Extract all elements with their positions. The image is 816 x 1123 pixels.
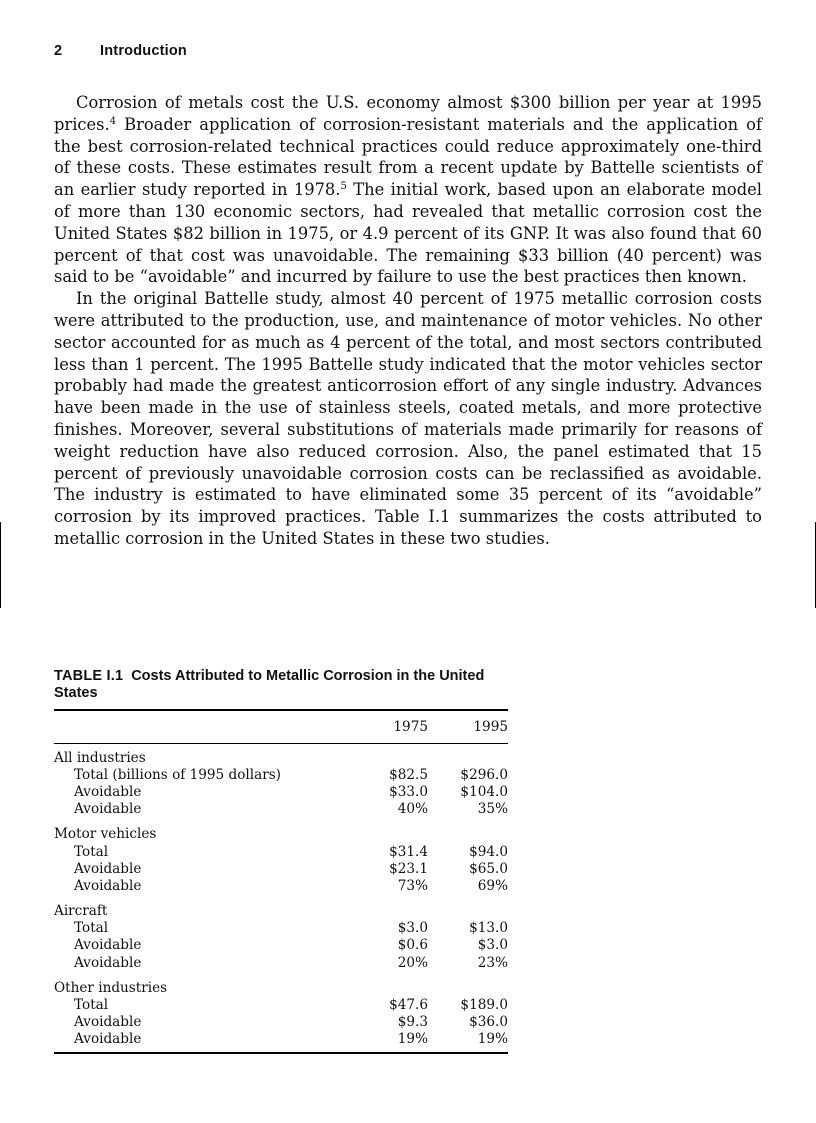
footnote-ref: 4	[109, 115, 117, 127]
row-label: Total	[74, 843, 109, 860]
value-1995: 69%	[477, 877, 508, 894]
costs-table	[54, 709, 508, 1054]
value-1995: $3.0	[477, 937, 508, 954]
table-row	[54, 920, 508, 937]
row-label: Avoidable	[74, 1031, 142, 1048]
column-header-1995: 1995	[473, 719, 508, 735]
row-label: Total	[74, 920, 109, 937]
table-row	[54, 1031, 508, 1048]
table-row	[54, 801, 508, 818]
table-row	[54, 1014, 508, 1031]
value-1995: $189.0	[460, 997, 508, 1014]
table-caption	[54, 668, 514, 702]
page-number: 2	[54, 43, 63, 59]
value-1995: $13.0	[469, 920, 508, 937]
value-1975: 19%	[397, 1031, 428, 1048]
table-row	[54, 843, 508, 860]
paragraph-text: Corrosion of metals cost the U.S. economy almost $300 billion per year at 1995 prices.	[54, 93, 762, 134]
table-row	[54, 937, 508, 954]
value-1975: 73%	[397, 877, 428, 894]
value-1975: 40%	[397, 801, 428, 818]
row-label: Avoidable	[74, 860, 142, 877]
value-1995: $296.0	[460, 766, 508, 783]
row-label: Avoidable	[74, 1014, 142, 1031]
group-name: Motor vehicles	[54, 826, 157, 843]
row-label: Avoidable	[74, 783, 142, 800]
value-1975: $23.1	[389, 860, 428, 877]
row-label: Total	[74, 997, 109, 1014]
table-group	[54, 749, 508, 818]
row-label: Avoidable	[74, 954, 142, 971]
paragraph-text: Broader application of corrosion-resistant materials and the application of the best corrosion-related technical practices could reduce approximately one-third of these costs. These estimates result from a recent update by Battelle scientists of an earlier study reported in 1978.	[54, 114, 762, 200]
value-1975: $3.0	[397, 920, 428, 937]
paragraph-text: In the original Battelle study, almost 40 percent of 1975 metallic corrosion costs were attributed to the production, use, and maintenance of motor vehicles. No other sector accounted for as much as 4 percent of the total, and most sectors contributed less than 1 percent. The 1995 Battelle study indicated that the motor vehicles sector probably had made the greatest anticorrosion effort of any single industry. Advances have been made in the use of stainless steels, coated metals, and more protective finishes. Moreover, several substitutions of materials made primarily for reasons of weight reduction have also reduced corrosion. Also, the panel estimated that 15 percent of previously unavoidable corrosion costs can be reclassified as avoidable. The industry is estimated to have eliminated some 35 percent of its “avoidable” corrosion by its improved practices. Table I.1 summarizes the costs attributed to metallic corrosion in the United States in these two studies.	[54, 289, 762, 548]
value-1975: 20%	[397, 954, 428, 971]
group-name: Aircraft	[54, 903, 108, 920]
group-heading-row	[54, 903, 508, 920]
table-row	[54, 954, 508, 971]
value-1995: $36.0	[469, 1014, 508, 1031]
row-label: Total (billions of 1995 dollars)	[74, 766, 281, 783]
table-column-header	[54, 711, 508, 743]
table-title: Costs Attributed to Metallic Corrosion in the United States	[54, 668, 485, 701]
row-label: Avoidable	[74, 877, 142, 894]
group-name: All industries	[54, 749, 146, 766]
value-1995: 35%	[477, 801, 508, 818]
value-1975: $47.6	[389, 997, 428, 1014]
value-1975: $0.6	[397, 937, 428, 954]
column-header-1975: 1975	[393, 719, 428, 735]
value-1975: $31.4	[389, 843, 428, 860]
paragraph-text: The initial work, based upon an elaborate model of more than 130 economic sectors, had revealed that metallic corrosion cost the United States $82 billion in 1975, or 4.9 percent of its GNP. It was also found that 60 percent of that cost was unavoidable. The remaining $33 billion (40 percent) was said to be “avoidable” and incurred by failure to use the best practices then known.	[54, 180, 762, 287]
table-group	[54, 826, 508, 895]
value-1995: $94.0	[469, 843, 508, 860]
value-1995: $65.0	[469, 860, 508, 877]
footnote-ref: 5	[340, 181, 347, 193]
crop-mark-left	[0, 522, 1, 608]
table-group	[54, 979, 508, 1048]
group-heading-row	[54, 749, 508, 766]
value-1975: $33.0	[389, 783, 428, 800]
table-row	[54, 877, 508, 894]
value-1995: 19%	[477, 1031, 508, 1048]
table-label: TABLE I.1	[54, 668, 124, 684]
body-text	[54, 92, 762, 550]
row-label: Avoidable	[74, 937, 142, 954]
group-name: Other industries	[54, 979, 168, 996]
value-1975: $82.5	[389, 766, 428, 783]
table-row	[54, 860, 508, 877]
table-row	[54, 766, 508, 783]
table-group	[54, 903, 508, 972]
row-label: Avoidable	[74, 801, 142, 818]
value-1975: $9.3	[397, 1014, 428, 1031]
value-1995: $104.0	[460, 783, 508, 800]
paragraph	[54, 92, 762, 288]
group-heading-row	[54, 826, 508, 843]
table-body	[54, 744, 508, 1052]
section-title: Introduction	[100, 43, 187, 59]
table-row	[54, 996, 508, 1013]
running-header	[54, 43, 187, 59]
group-heading-row	[54, 979, 508, 996]
table-bottom-rule	[54, 1052, 508, 1054]
table-row	[54, 783, 508, 800]
value-1995: 23%	[477, 954, 508, 971]
paragraph	[54, 288, 762, 550]
